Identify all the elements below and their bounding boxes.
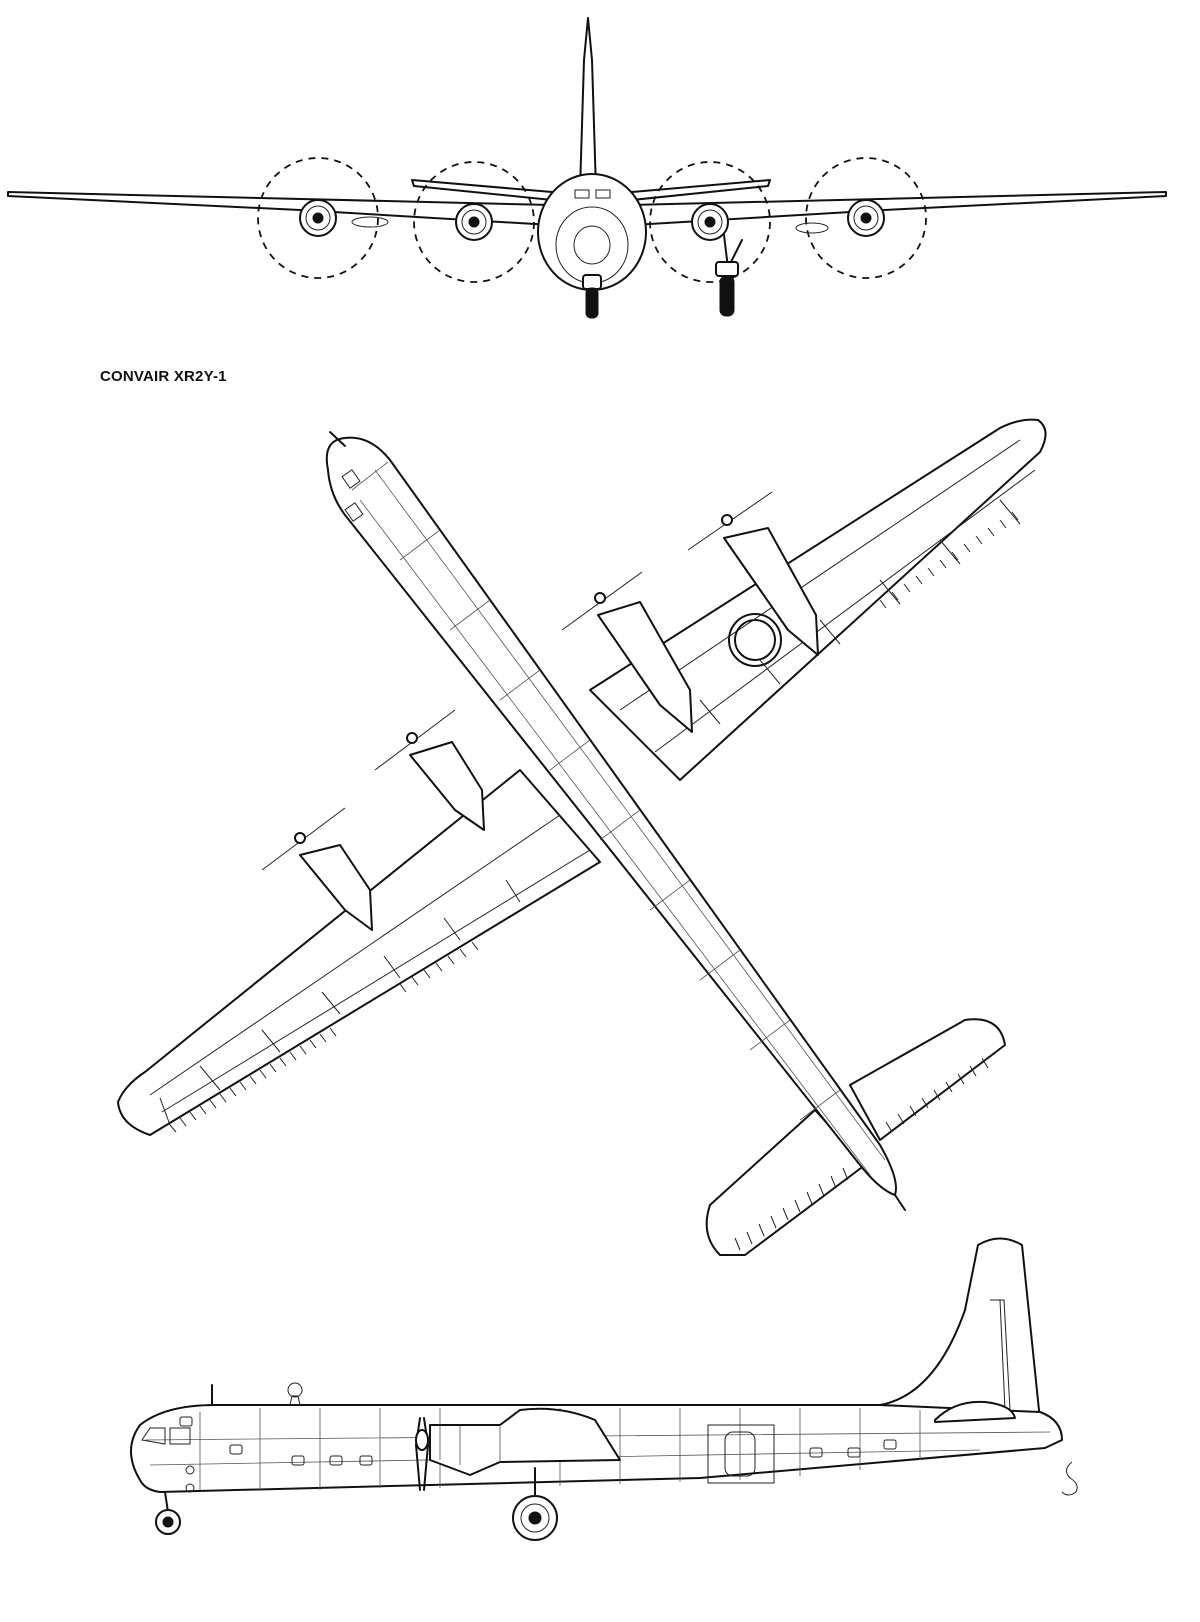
aircraft-title: CONVAIR XR2Y-1 <box>100 368 227 385</box>
top-view <box>118 420 1046 1255</box>
side-view <box>131 1239 1077 1541</box>
front-view <box>8 18 1166 318</box>
